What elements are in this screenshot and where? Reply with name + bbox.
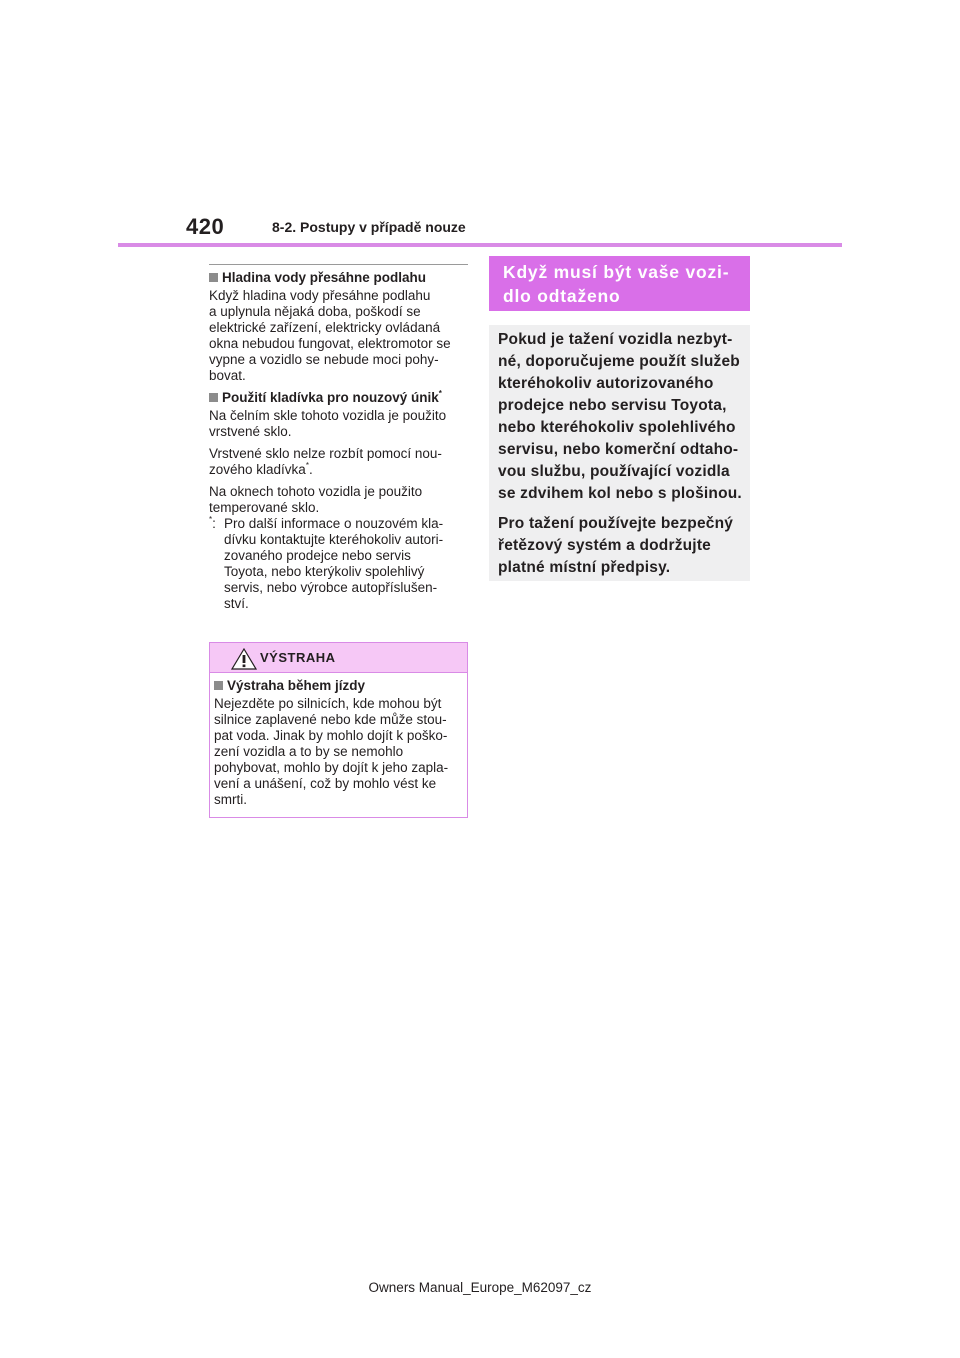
subheading-emergency-hammer: Použití kladívka pro nouzový únik* (209, 390, 468, 406)
towing-info-box (489, 325, 750, 581)
footnote-mark: *: (209, 515, 216, 531)
square-bullet-icon (214, 681, 223, 690)
warning-text: Nejezděte po silnicích, kde mohou být silnice zaplavené nebo kde může stou- pat voda. Jinak by mohlo dojít k poško- zení vozidla a to by se nemohlo pohybovat, mohlo by dojít k jeho zapla- vení a unášení, což by mohlo vést ke smrti. (214, 696, 449, 807)
subheading-water-level: Hladina vody přesáhne podlahu (209, 270, 468, 286)
towing-paragraph-1: Pokud je tažení vozidla nezbyt- né, doporučujeme použít služeb kteréhokoliv autorizovaného prodejce nebo servisu Toyota, nebo kteréhokoliv spolehlivého servisu, nebo komerční odtaho- vou službu, používající vozidla se zdvihem kol nebo s plošinou. (498, 331, 742, 502)
block-divider (209, 264, 468, 265)
footnote: *: Pro další informace o nouzovém kla- dívku kontaktujte kteréhokoliv autori- zovaného prodejce nebo servis Toyota, nebo kterýkoliv spolehlivý servis, nebo výrobce autopříslušen- ství. (209, 515, 444, 611)
warning-triangle-icon (231, 648, 257, 670)
warning-body (210, 673, 467, 808)
footer-text: Owners Manual_Europe_M62097_cz (368, 1280, 592, 1295)
paragraph-tempered-glass: Na oknech tohoto vozidla je použito temperované sklo. (209, 484, 423, 515)
left-column (209, 264, 468, 612)
paragraph-water-level: Když hladina vody přesáhne podlahu a uplynula nějaká doba, poškodí se elektrické zařízení, elektricky ovládaná okna nebudou fungovat, elektromotor se vypne a vozidlo se nebude moci pohy- bovat. (209, 288, 451, 383)
warning-header (210, 643, 467, 673)
warning-box (209, 642, 468, 818)
square-bullet-icon (209, 393, 218, 402)
towing-paragraph-2: Pro tažení používejte bezpečný řetězový systém a dodržujte platné místní předpisy. (498, 515, 734, 576)
paragraph-windshield: Na čelním skle tohoto vozidla je použito vrstvené sklo. (209, 408, 447, 439)
warning-title: VÝSTRAHA (260, 650, 336, 665)
square-bullet-icon (209, 273, 218, 282)
towing-title-box: Když musí být vaše vozi- dlo odtaženo (489, 256, 750, 311)
warning-subheading: Výstraha během jízdy (214, 678, 463, 694)
paragraph-laminated-glass: Vrstvené sklo nelze rozbít pomocí nou- zového kladívka*. (209, 446, 442, 477)
header-divider (118, 243, 842, 247)
page-number: 420 (186, 214, 225, 239)
section-title: 8-2. Postupy v případě nouze (272, 219, 466, 235)
